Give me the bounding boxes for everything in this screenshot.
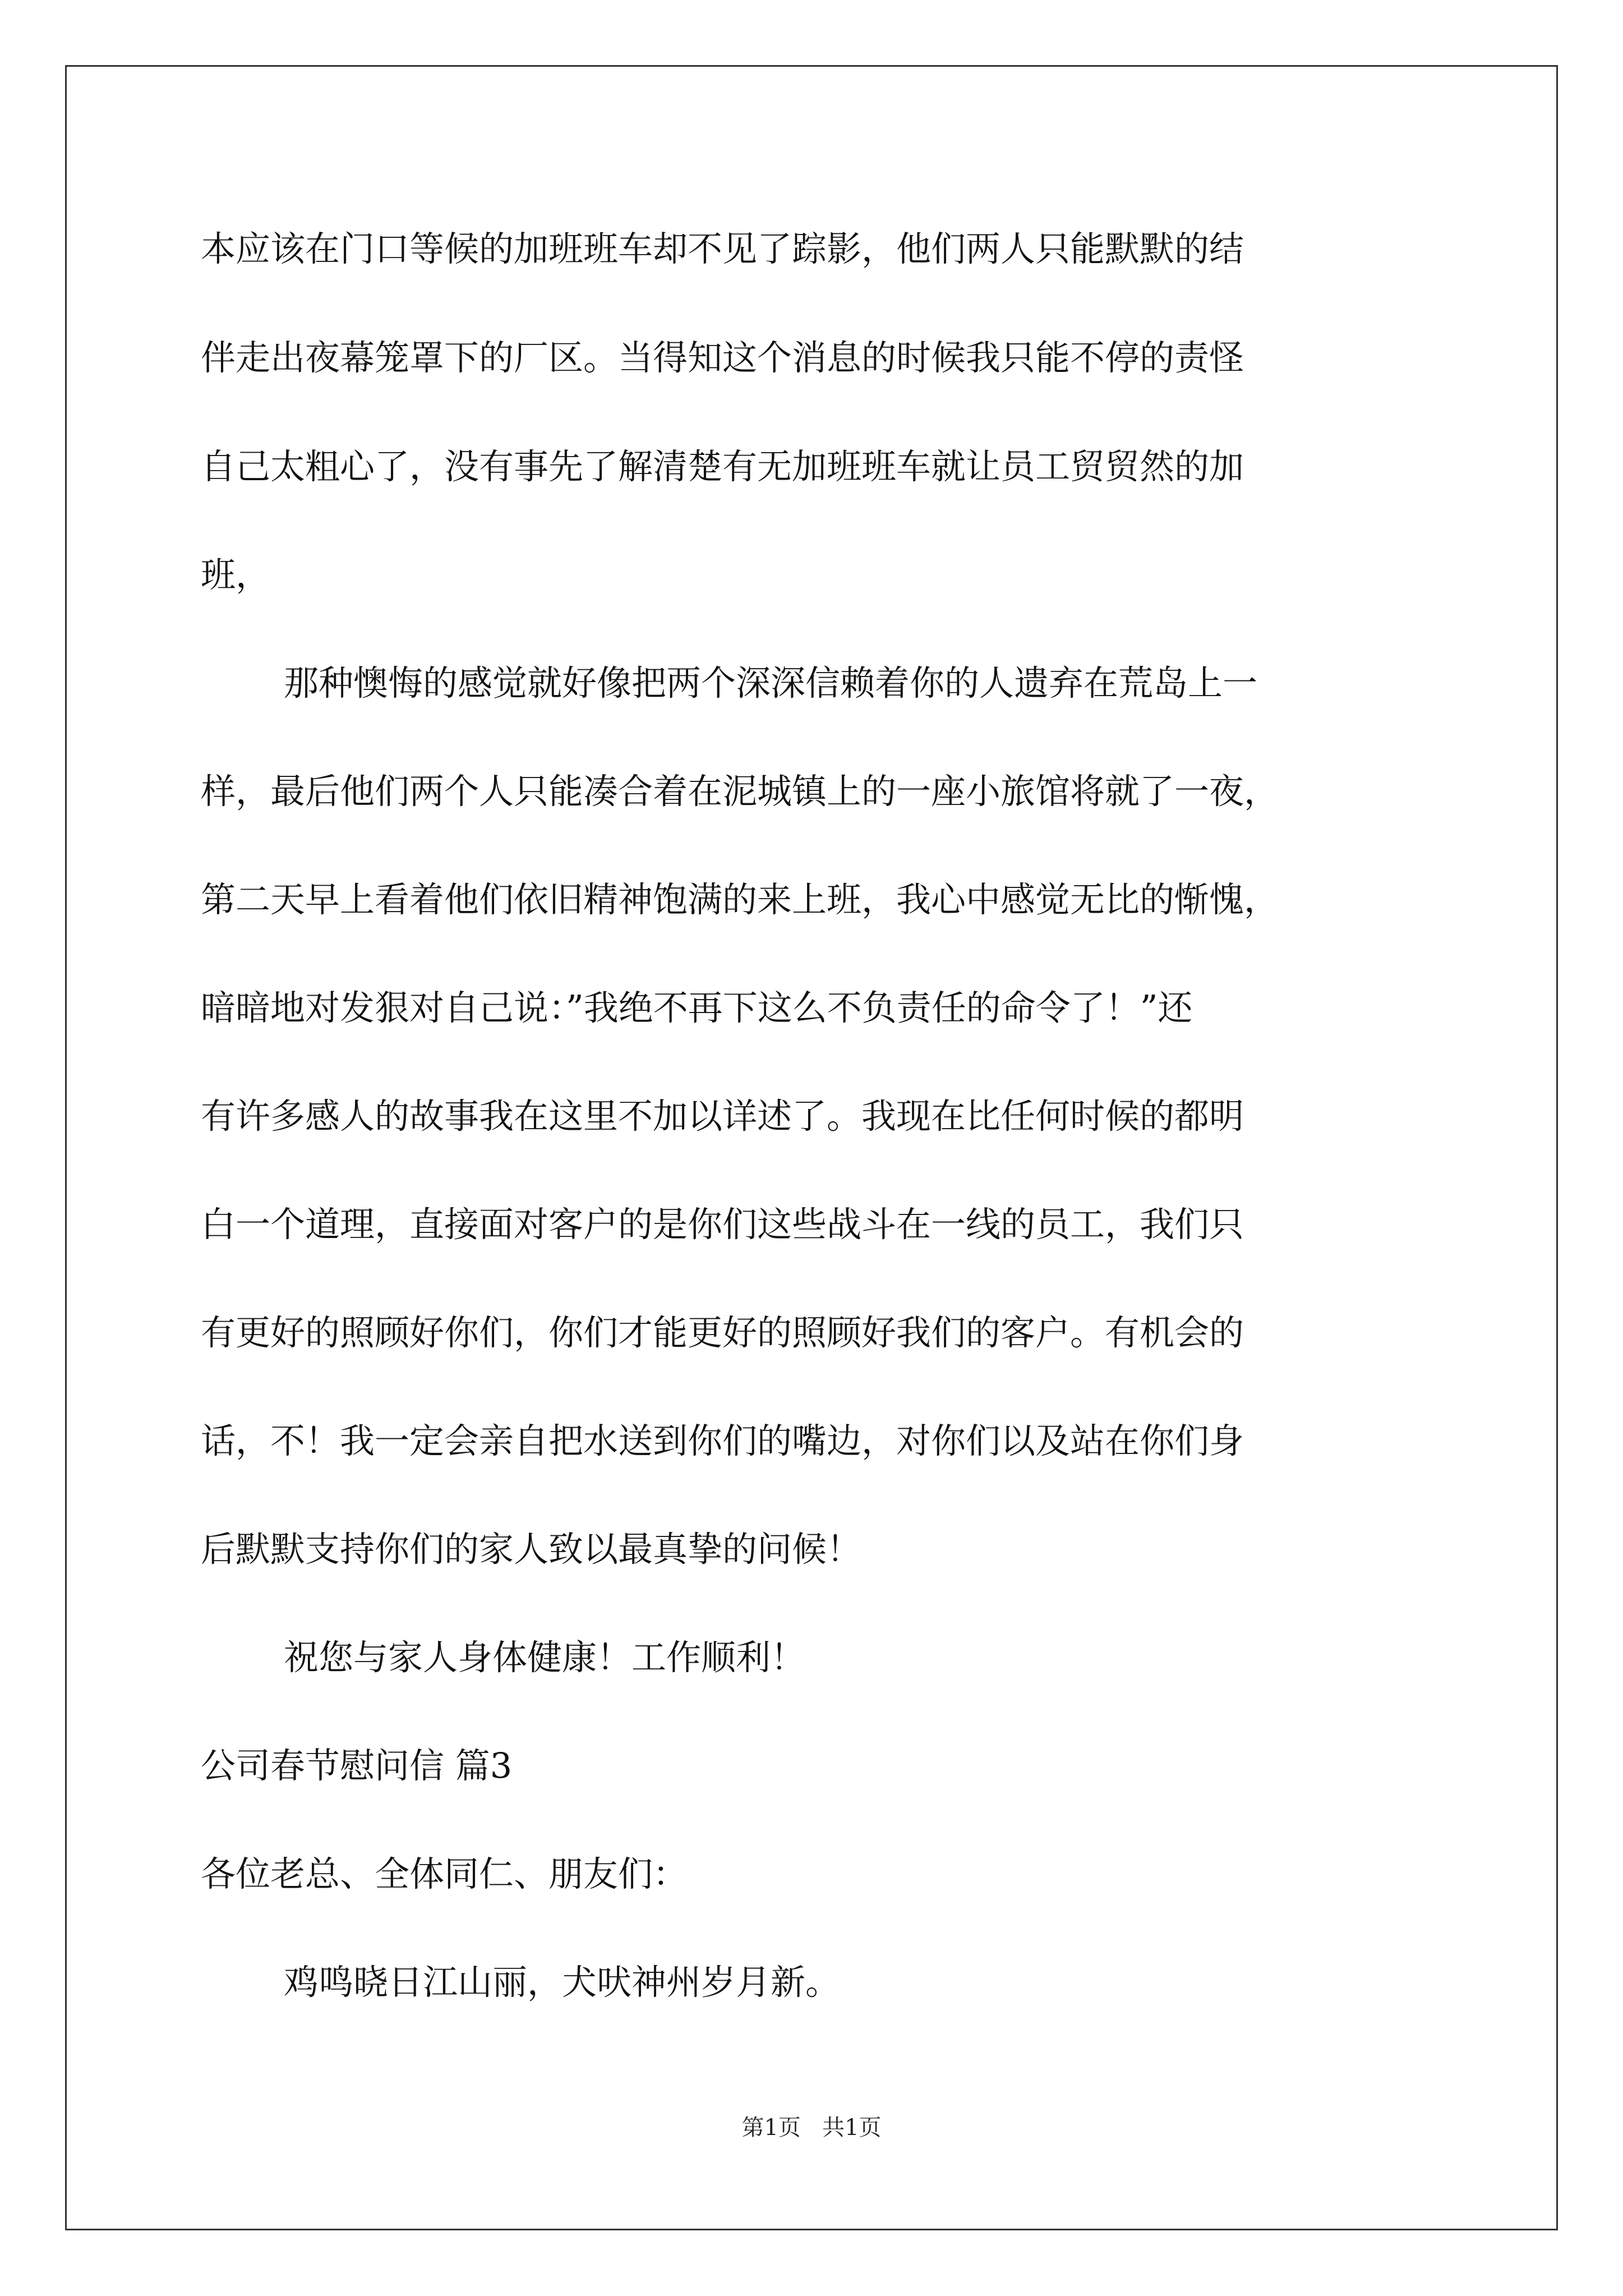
body-line: 白一个道理，直接面对客户的是你们这些战斗在一线的员工，我们只 — [201, 1204, 1244, 1245]
body-line: 伴走出夜幕笼罩下的厂区。当得知这个消息的时候我只能不停的责怪 — [201, 337, 1244, 378]
body-line: 班， — [201, 554, 271, 595]
closing-wish-line: 祝您与家人身体健康！工作顺利！ — [284, 1637, 806, 1678]
body-line: 有更好的照顾好你们，你们才能更好的照顾好我们的客户。有机会的 — [201, 1312, 1244, 1353]
body-line: 后默默支持你们的家人致以最真挚的问候！ — [201, 1529, 862, 1570]
body-line: 话，不！我一定会亲自把水送到你们的嘴边，对你们以及站在你们身 — [201, 1420, 1244, 1461]
body-line: 暗暗地对发狠对自己说：”我绝不再下这么不负责任的命令了！”还 — [201, 987, 1193, 1028]
body-line: 本应该在门口等候的加班班车却不见了踪影，他们两人只能默默的结 — [201, 228, 1244, 269]
page-border — [65, 65, 1558, 2230]
body-line: 样，最后他们两个人只能凑合着在泥城镇上的一座小旅馆将就了一夜， — [201, 771, 1279, 812]
paragraph-start-line: 那种懊悔的感觉就好像把两个深深信赖着你的人遗弃在荒岛上一 — [284, 662, 1258, 703]
body-line: 自己太粗心了，没有事先了解清楚有无加班班车就让员工贸贸然的加 — [201, 446, 1244, 487]
paragraph-start-line: 鸡鸣晓日江山丽，犬吠神州岁月新。 — [284, 1962, 841, 2003]
body-line: 有许多感人的故事我在这里不加以详述了。我现在比任何时候的都明 — [201, 1096, 1244, 1137]
body-line: 第二天早上看着他们依旧精神饱满的来上班，我心中感觉无比的惭愧， — [201, 879, 1279, 920]
section-heading: 公司春节慰问信 篇3 — [201, 1745, 513, 1786]
page-number-footer: 第1页 共1页 — [741, 2115, 882, 2141]
salutation-line: 各位老总、全体同仁、朋友们： — [201, 1853, 688, 1894]
